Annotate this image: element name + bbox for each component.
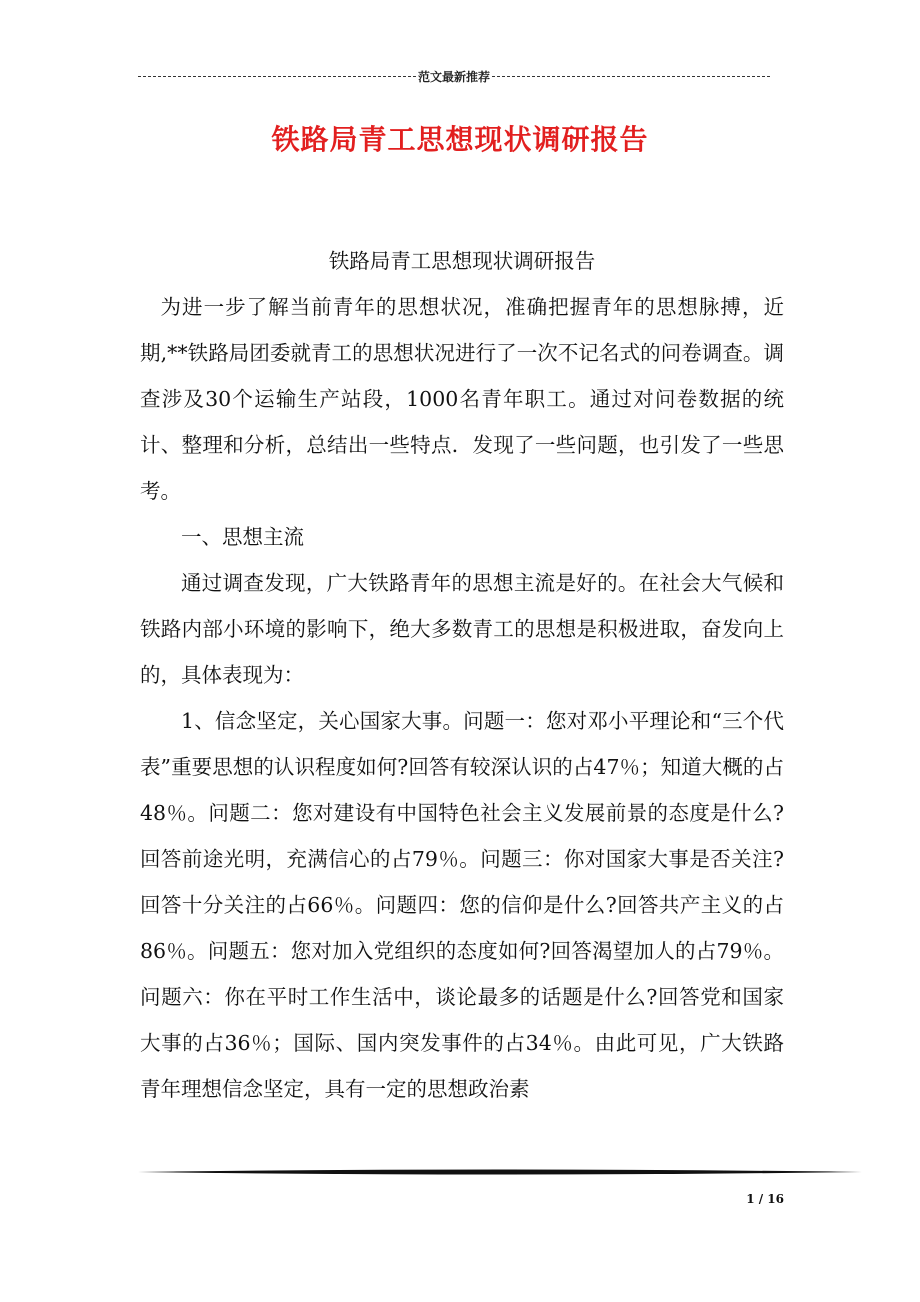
header-dash-left — [138, 76, 416, 77]
paragraph-belief: 1、信念坚定，关心国家大事。问题一：您对邓小平理论和“三个代表”重要思想的认识程度如何?回答有较深认识的占47％；知道大概的占48％。问题二：您对建设有中国特色社会主义发展前景的态度是什么?回答前途光明，充满信心的占79％。问题三：你对国家大事是否关注?回答十分关注的占66％。问题四：您的信仰是什么?回答共产主义的占86％。问题五：您对加入党组织的态度如何?回答渴望加人的占79％。问题六：你在平时工作生活中，谈论最多的话题是什么?回答党和国家大事的占36％；国际、国内突发事件的占34％。由此可见，广大铁路青年理想信念坚定，具有一定的思想政治素 — [140, 709, 784, 1101]
document-body — [140, 238, 784, 1112]
paragraph-mainstream: 通过调查发现，广大铁路青年的思想主流是好的。在社会大气候和铁路内部小环境的影响下，绝大多数青工的思想是积极进取，奋发向上的，具体表现为： — [140, 571, 784, 687]
document-title: 铁路局青工思想现状调研报告 — [271, 123, 649, 156]
page-number: 1 / 16 — [746, 1192, 784, 1206]
footer-rule — [138, 1168, 862, 1176]
paragraph-intro: 为进一步了解当前青年的思想状况，准确把握青年的思想脉搏，近期,**铁路局团委就青工的思想状况进行了一次不记名式的问卷调查。调查涉及30个运输生产站段，1000名青年职工。通过对问卷数据的统计、整理和分析，总结出一些特点．发现了一些问题，也引发了一些思考。 — [140, 295, 784, 503]
header-dash-right — [492, 76, 770, 77]
header-label: 范文最新推荐 — [418, 70, 491, 84]
page-header — [138, 68, 770, 85]
document-subtitle: 铁路局青工思想现状调研报告 — [328, 249, 596, 273]
section-heading: 一、思想主流 — [181, 525, 304, 549]
